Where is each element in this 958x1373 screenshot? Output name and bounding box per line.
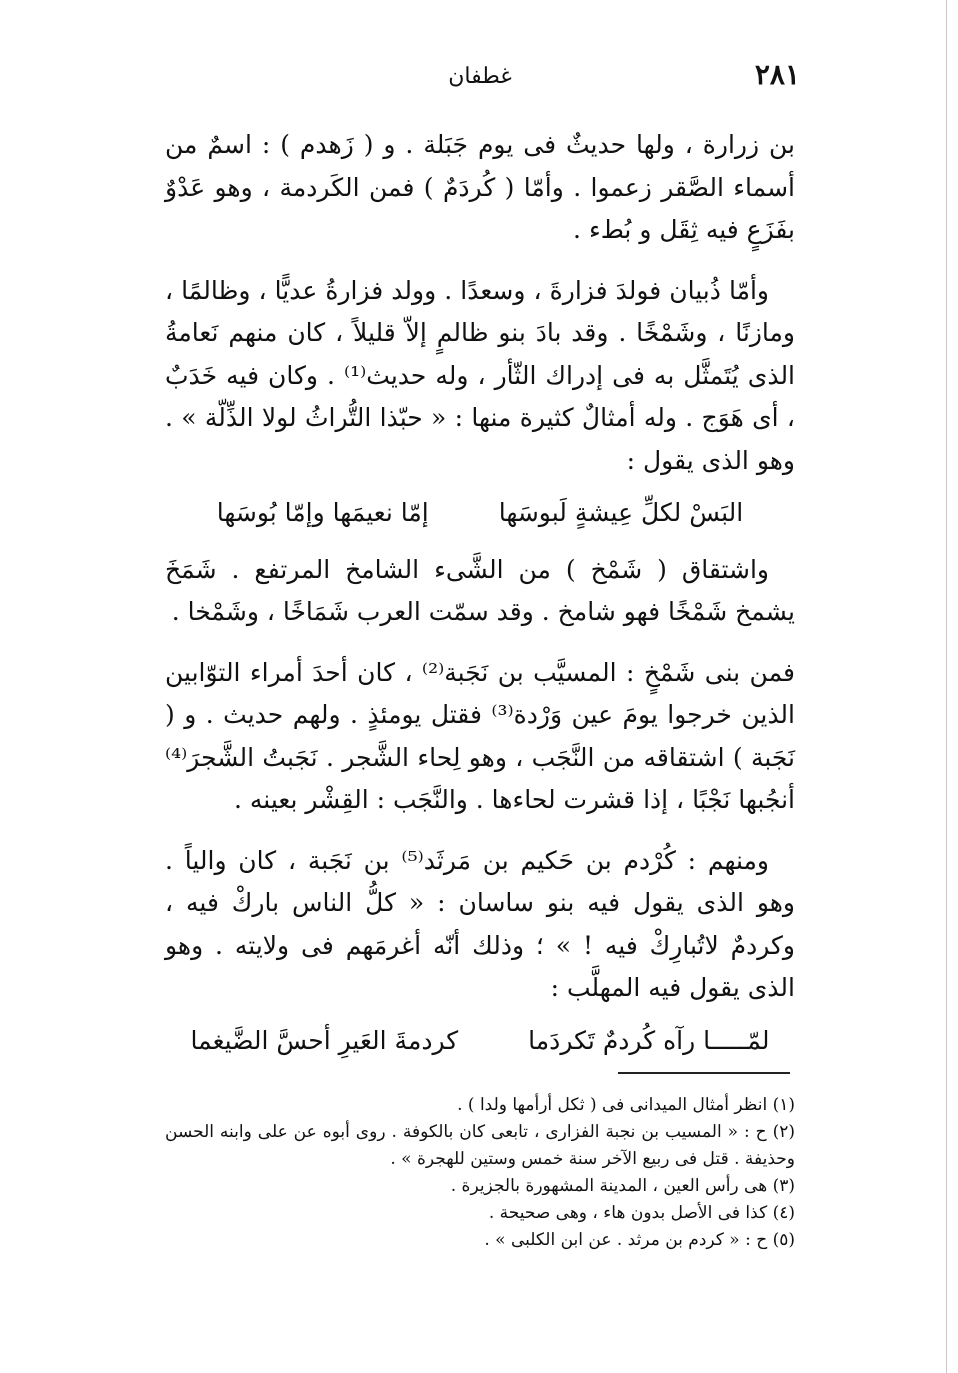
footnote-4: (٤) كذا فى الأصل بدون هاء ، وهى صحيحة . [488, 1203, 795, 1223]
verse-2-second-hemistich: كردمةَ العَيرِ أحسَّ الضَّيغما [190, 1025, 459, 1055]
page-number: ٢٨١ [754, 58, 800, 91]
verse-1-second-hemistich: إمّا نعيمَها وإمّا بُوسَها [216, 498, 429, 527]
footnotes [165, 1092, 795, 1254]
paragraph-2: وأمّا ذُبيان فولدَ فزارةَ ، وسعدًا . وولد فزارةُ عديًّا ، وظالمًا ، ومازنًا ، وشَمْخًا . وقد بادَ بنو ظالمٍ إلاّ قليلاً ، كان منهم نَعامةُ الذى يُتَمثَّل به فى إدراك الثّأر ، وله حديث⁽¹⁾ . وكان فيه خَدَبٌ ، أى هَوَج . وله أمثالٌ كثيرة منها : « حبّذا التُّراثُ لولا الذِّلّة » . وهو الذى يقول : [165, 275, 796, 475]
main-text [165, 124, 795, 1076]
footnote-3: (٣) هى رأس العين ، المدينة المشهورة بالجزيرة . [450, 1176, 795, 1196]
paragraph-4: فمن بنى شَمْخٍ : المسيَّب بن نَجَبة⁽²⁾ ، كان أحدَ أمراء التوّابين الذين خرجوا يومَ عين وَرْدة⁽³⁾ فقتل يومئذٍ . ولهم حديث . و ( نَجَبة ) اشتقاقه من النَّجَب ، وهو لِحاء الشَّجر . نَجَبتُ الشَّجرَ⁽⁴⁾ أنجُبها نَجْبًا ، إذا قشرت لحاءها . والنَّجَب : القِشْر بعينه . [165, 657, 795, 814]
footnote-separator [618, 1072, 790, 1074]
page-header [160, 58, 800, 98]
verse-1-first-hemistich: البَسْ لكلِّ عِيشةٍ لَبوسَها [498, 498, 744, 527]
paragraph-1: بن زرارة ، ولها حديثٌ فى يوم جَبَلة . و ( زَهدم ) : اسمٌ من أسماء الصَّقر زعموا . وأمّا ( كُردَمٌ ) فمن الكَردمة ، وهو عَدْوٌ بفَزَعٍ فيه ثِقَل و بُطء . [165, 130, 795, 244]
footnote-1: (١) انظر أمثال الميدانى فى ( ثكل أرأمها ولدا ) . [457, 1095, 795, 1115]
footnote-2: (٢) ح : « المسيب بن نجبة الفزارى ، تابعى كان بالكوفة . روى أبوه عن على وابنه الحسن وحذيفة . قتل فى ربيع الآخر سنة خمس وستين للهجرة » . [165, 1122, 795, 1169]
footnote-5: (٥) ح : « كردم بن مرثد . عن ابن الكلبى » . [484, 1230, 795, 1250]
scan-edge-line [946, 0, 947, 1373]
verse-1 [165, 492, 795, 535]
running-title: غطفان [448, 64, 512, 89]
paragraph-gap [165, 634, 795, 652]
paragraph-gap [165, 252, 795, 270]
paragraph-3: واشتقاق ( شَمْخ ) من الشَّىء الشامخ المرتفع . شَمَخَ يشمخ شَمْخًا فهو شامخ . وقد سمّت العرب شَمَاخًا ، وشَمْخا . [165, 554, 795, 626]
paragraph-5: ومنهم : كُرْدم بن حَكيم بن مَرثَد⁽⁵⁾ بن نَجَبة ، كان والياً . وهو الذى يقول فيه بنو ساسان : « كلُّ الناس باركْ فيه ، وكردمٌ لاتُبارِكْ فيه ! » ؛ وذلك أنّه أغرمَهم فى ولايته . وهو الذى يقول فيه المهلَّب : [165, 845, 795, 1002]
paragraph-gap [165, 822, 795, 840]
verse-2 [165, 1020, 795, 1063]
verse-2-first-hemistich: لمّـــــا رآه كُردمٌ تَكردَما [528, 1025, 770, 1055]
